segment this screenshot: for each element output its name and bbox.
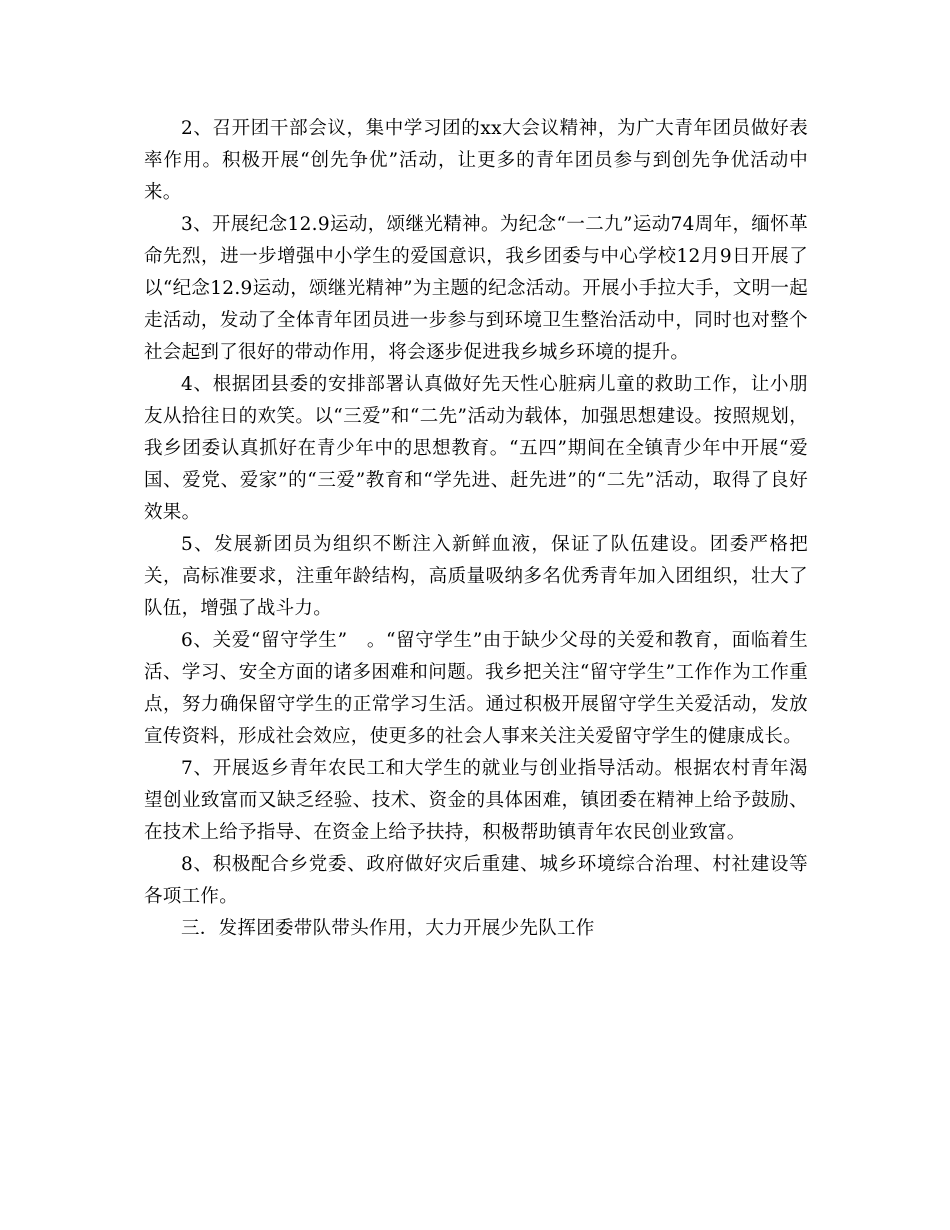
section-heading-three: 三．发挥团委带队带头作用，大力开展少先队工作 xyxy=(181,918,595,939)
paragraph-item-5: 5、发展新团员为组织不断注入新鲜血液，保证了队伍建设。团委严格把关，高标准要求，注重年龄结构，高质量吸纳多名优秀青年加入团组织，壮大了队伍，增强了战斗力。 xyxy=(144,534,808,619)
paragraph-item-2: 2、召开团干部会议，集中学习团的xx大会议精神，为广大青年团员做好表率作用。积极开展“创先争优”活动，让更多的青年团员参与到创先争优活动中来。 xyxy=(144,118,808,203)
paragraph-item-7: 7、开展返乡青年农民工和大学生的就业与创业指导活动。根据农村青年渴望创业致富而又缺乏经验、技术、资金的具体困难，镇团委在精神上给予鼓励、在技术上给予指导、在资金上给予扶持，积极帮助镇青年农民创业致富。 xyxy=(144,758,808,843)
document-body xyxy=(144,113,808,945)
paragraph-item-6: 6、关爱“留守学生” 。“留守学生”由于缺少父母的关爱和教育，面临着生活、学习、安全方面的诸多困难和问题。我乡把关注“留守学生”工作作为工作重点，努力确保留守学生的正常学习生活。通过积极开展留守学生关爱活动，发放宣传资料，形成社会效应，使更多的社会人事来关注关爱留守学生的健康成长。 xyxy=(144,630,808,747)
paragraph-item-4: 4、根据团县委的安排部署认真做好先天性心脏病儿童的救助工作，让小朋友从拾往日的欢笑。以“三爱”和“二先”活动为载体，加强思想建设。按照规划，我乡团委认真抓好在青少年中的思想教育。“五四”期间在全镇青少年中开展“爱国、爱党、爱家”的“三爱”教育和“学先进、赶先进”的“二先”活动，取得了良好效果。 xyxy=(144,374,808,523)
paragraph-item-8: 8、积极配合乡党委、政府做好灾后重建、城乡环境综合治理、村社建设等各项工作。 xyxy=(144,854,808,907)
paragraph-item-3: 3、开展纪念12.9运动，颂继光精神。为纪念“一二九”运动74周年，缅怀革命先烈，进一步增强中小学生的爱国意识，我乡团委与中心学校12月9日开展了以“纪念12.9运动，颂继光精神”为主题的纪念活动。开展小手拉大手，文明一起走活动，发动了全体青年团员进一步参与到环境卫生整治活动中，同时也对整个社会起到了很好的带动作用，将会逐步促进我乡城乡环境的提升。 xyxy=(144,214,808,363)
